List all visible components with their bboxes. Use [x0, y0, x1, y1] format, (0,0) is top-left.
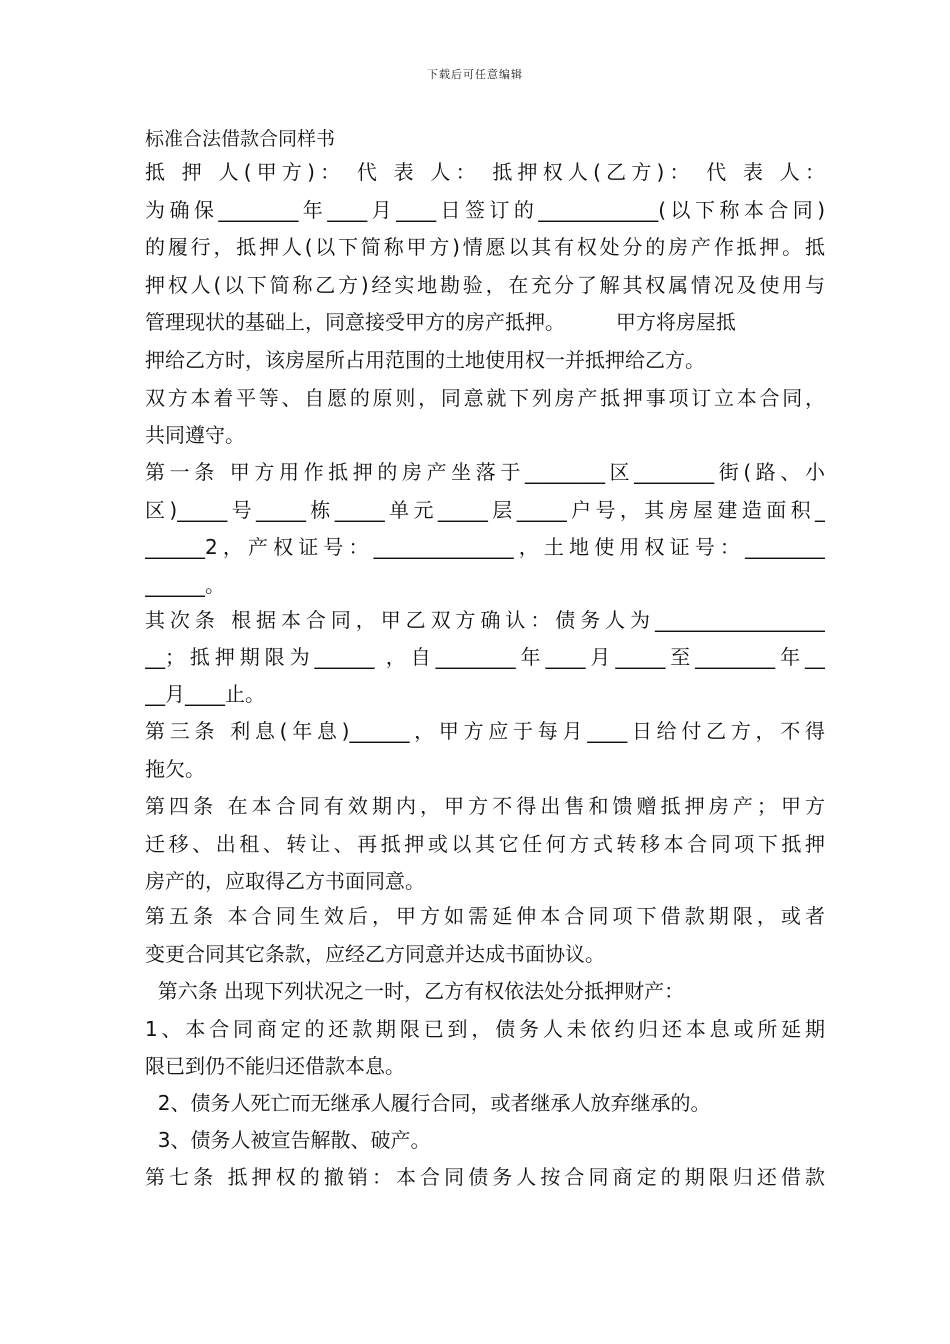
document-line: 共同遵守。: [145, 423, 245, 447]
header-note: 下载后可任意编辑: [427, 68, 523, 81]
document-line: 押给乙方时，该房屋所占用范围的土地使用权一并抵押给乙方。: [145, 348, 705, 372]
document-line: 房产的，应取得乙方书面同意。: [145, 869, 425, 893]
document-line: 3、债务人被宣告解散、破产。: [145, 1128, 431, 1152]
document-line: 为确保________年____月____日签订的____________(以下称本合同): [145, 198, 825, 222]
document-line: 抵 押 人(甲方)： 代 表 人： 抵押权人(乙方)： 代 表 人：: [145, 160, 825, 184]
document-line: 拖欠。: [145, 757, 205, 781]
document-line: 其次条 根据本合同，甲乙双方确认：债务人为_________________: [145, 608, 825, 632]
document-line: 第六条 出现下列状况之一时，乙方有权依法处分抵押财产：: [145, 979, 685, 1003]
document-line: 第四条 在本合同有效期内，甲方不得出售和馈赠抵押房产；甲方: [145, 794, 825, 818]
document-line: __月____止。: [145, 682, 265, 706]
document-line: 1、本合同商定的还款期限已到，债务人未依约归还本息或所延期: [145, 1017, 825, 1041]
document-line: 2、债务人死亡而无继承人履行合同，或者继承人放弃继承的。: [145, 1091, 711, 1115]
document-line: 迁移、出租、转让、再抵押或以其它任何方式转移本合同项下抵押: [145, 832, 825, 856]
document-line: 的履行，抵押人(以下简称甲方)情愿以其有权处分的房产作抵押。抵: [145, 235, 825, 259]
document-line: 限已到仍不能归还借款本息。: [145, 1054, 405, 1078]
document-line: 管理现状的基础上，同意接受甲方的房产抵押。 甲方将房屋抵: [145, 310, 736, 334]
document-line: ______。: [145, 573, 225, 597]
document-line: 变更合同其它条款，应经乙方同意并达成书面协议。: [145, 942, 605, 966]
document-line: 第三条 利息(年息)______，甲方应于每月____日给付乙方，不得: [145, 719, 825, 743]
document-title: 标准合法借款合同样书: [145, 128, 336, 150]
document-line: 押权人(以下简称乙方)经实地勘验，在充分了解其权属情况及使用与: [145, 273, 825, 297]
document-line: 第一条 甲方用作抵押的房产坐落于________区________街(路、小: [145, 460, 825, 484]
document-line: __；抵押期限为______ ，自________年____月_____至________年__: [145, 645, 825, 669]
document-line: 双方本着平等、自愿的原则，同意就下列房产抵押事项订立本合同，: [145, 386, 825, 410]
document-line: 第五条 本合同生效后，甲方如需延伸本合同项下借款期限，或者: [145, 904, 825, 928]
document-line: 第七条 抵押权的撤销：本合同债务人按合同商定的期限归还借款: [145, 1165, 825, 1189]
document-line: 区)_____号_____栋_____单元_____层_____户号，其房屋建造面积_: [145, 498, 825, 522]
document-line: ______2，产权证号：______________，土地使用权证号：________: [145, 535, 825, 559]
